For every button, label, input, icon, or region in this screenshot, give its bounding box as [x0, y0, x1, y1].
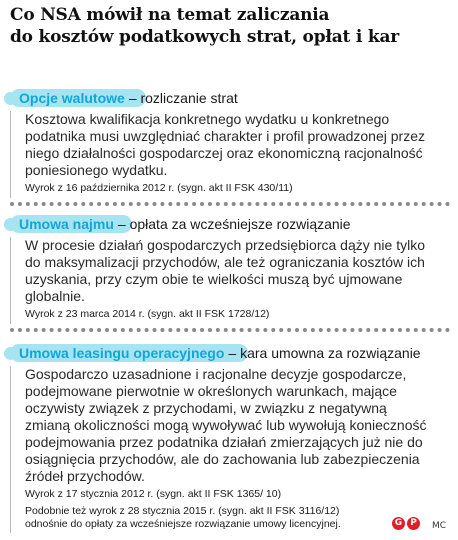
- logo-left-circle: G: [392, 517, 405, 530]
- author-credit: MC: [431, 521, 446, 531]
- body-line: źródeł przychodów.: [25, 468, 145, 484]
- body-line: podejmowania przez podatnika działań zmierzających już nie do: [25, 434, 423, 450]
- body-line: Kosztowa kwalifikacja konkretnego wydatku u konkretnego: [25, 111, 390, 127]
- section-header: [4, 343, 450, 363]
- body-line: niego działalności gospodarczej oraz ekonomiczną racjonalność: [25, 145, 423, 161]
- section-keyword: Umowa leasingu operacyjnego: [19, 345, 225, 361]
- body-line: osiągnięcia przychodów, ale do zachowania lub zabezpieczenia: [25, 451, 420, 467]
- citation: Wyrok z 23 marca 2014 r. (sygn. akt II FSK 1728/12): [25, 308, 270, 320]
- section-subtitle: – kara umowna za rozwiązanie: [228, 345, 421, 361]
- publisher-logo-icon: [392, 517, 422, 531]
- logo-right-circle: P: [407, 517, 420, 530]
- section-body: [10, 237, 450, 324]
- citation: Wyrok z 16 października 2012 r. (sygn. akt II FSK 430/11): [25, 182, 293, 194]
- section-opcje-walutowe: [4, 88, 450, 206]
- body-line: oczywisty związek z przychodami, w związku z negatywną: [25, 400, 387, 416]
- section-umowa-leasingu: [4, 343, 450, 533]
- section-body: [10, 111, 450, 198]
- title-line-2: do kosztów podatkowych strat, opłat i kar: [10, 27, 400, 47]
- section-header: [4, 88, 450, 108]
- section-subtitle: – rozliczanie strat: [128, 90, 238, 106]
- body-line: uzyskania, przy czym obie te wielkości muszą być ujmowane: [25, 271, 403, 287]
- body-line: poniesionego wydatku.: [25, 162, 168, 178]
- section-header: [4, 214, 450, 234]
- title-line-1: Co NSA mówił na temat zaliczania: [10, 5, 330, 25]
- citation: Wyrok z 17 stycznia 2012 r. (sygn. akt II FSK 1365/ 10): [25, 488, 282, 500]
- section-subtitle: – opłata za wcześniejsze rozwiązanie: [117, 216, 351, 232]
- body-line: podatnika musi uwzględniać charakter i profil prowadzonej przez: [25, 128, 425, 144]
- note-line: odnośnie do opłaty za wcześniejsze rozwiązanie umowy licencyjnej.: [25, 518, 341, 530]
- section-umowa-najmu: [4, 214, 450, 332]
- page-title: [10, 4, 450, 48]
- body-line: do maksymalizacji przychodów, ale też ograniczania kosztów ich: [25, 254, 425, 270]
- dotted-separator: [10, 328, 450, 332]
- body-line: globalnie.: [25, 288, 85, 304]
- body-line: Gospodarczo uzasadnione i racjonalne decyzje gospodarcze,: [25, 366, 407, 382]
- body-line: podejmowane pierwotnie w określonych warunkach, mające: [25, 383, 397, 399]
- dotted-separator: [10, 202, 450, 206]
- section-keyword: Umowa najmu: [19, 216, 114, 232]
- related-ruling-note: [25, 505, 446, 531]
- body-line: zmianą okoliczności mogą wywoływać lub wywołują konieczność: [25, 417, 427, 433]
- section-keyword: Opcje walutowe: [19, 90, 125, 106]
- note-line: Podobnie też wyrok z 28 stycznia 2015 r. (sygn. akt II FSK 3116/12): [25, 505, 340, 517]
- section-body: [10, 366, 450, 533]
- body-line: W procesie działań gospodarczych przedsiębiorca dąży nie tylko: [25, 237, 425, 253]
